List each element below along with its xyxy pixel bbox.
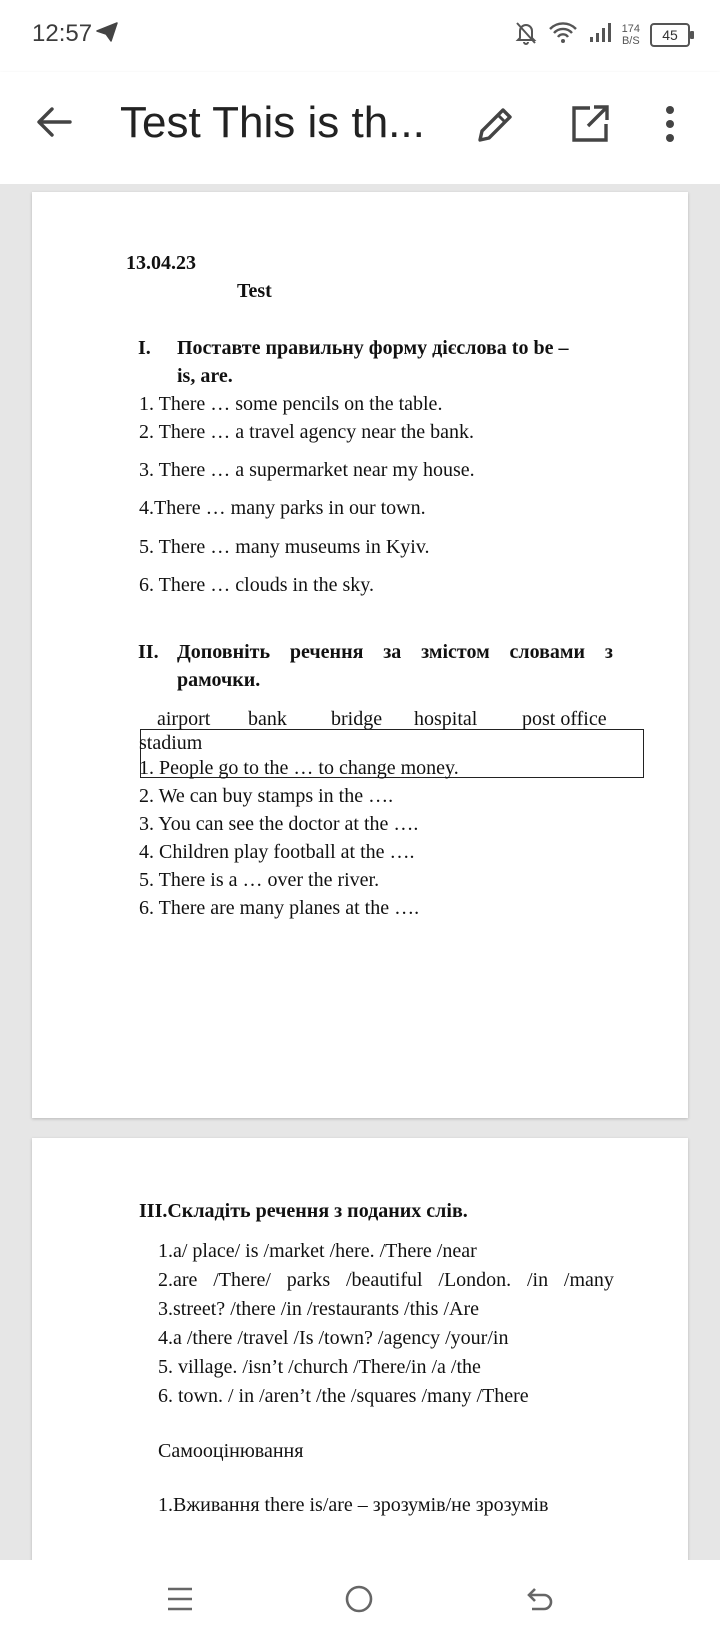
box-word: bridge bbox=[331, 708, 383, 730]
mute-notifications-icon bbox=[514, 20, 538, 51]
section2-item: 6. There are many planes at the …. bbox=[139, 897, 420, 919]
more-options-icon[interactable] bbox=[664, 104, 676, 149]
telegram-icon bbox=[96, 22, 118, 47]
section2-item: 2. We can buy stamps in the …. bbox=[139, 785, 394, 807]
section1-item: 4.There … many parks in our town. bbox=[139, 497, 426, 519]
battery-indicator: 45 bbox=[650, 23, 690, 47]
heading-word: за bbox=[383, 641, 402, 663]
section1-heading-line2: is, are. bbox=[177, 365, 233, 387]
section3-item: 3.street? /there /in /restaurants /this /Are bbox=[158, 1298, 480, 1320]
heading-word: з bbox=[604, 641, 613, 663]
box-word: airport bbox=[157, 708, 211, 730]
box-word: hospital bbox=[414, 708, 478, 730]
signal-icon bbox=[588, 22, 612, 49]
section1-item: 3. There … a supermarket near my house. bbox=[139, 459, 475, 481]
section2-item: 1. People go to the … to change money. bbox=[139, 757, 459, 779]
section3-item: 4.a /there /travel /Is /town? /agency /your/in bbox=[158, 1327, 509, 1349]
network-speed: 174 B/S bbox=[621, 23, 640, 47]
app-bar bbox=[0, 72, 720, 184]
section1-item: 6. There … clouds in the sky. bbox=[139, 574, 374, 596]
section3-item: 6. town. / in /aren’t /the /squares /many /There bbox=[158, 1385, 529, 1407]
heading-word: словами bbox=[509, 641, 586, 663]
section1-heading-line1: Поставте правильну форму дієслова to be – bbox=[177, 337, 569, 359]
box-word: stadium bbox=[139, 732, 203, 754]
open-external-icon[interactable] bbox=[570, 104, 610, 149]
home-icon[interactable] bbox=[344, 1584, 374, 1619]
heading-word: Доповніть bbox=[177, 641, 271, 663]
doc-title: Test bbox=[237, 280, 272, 302]
section3-item: 1.a/ place/ is /market /here. /There /near bbox=[158, 1240, 477, 1262]
document-title: Test This is th... bbox=[120, 98, 425, 147]
status-bar bbox=[0, 0, 720, 72]
wifi-icon bbox=[548, 21, 578, 50]
section3-heading: ІІІ.Складіть речення з поданих слів. bbox=[139, 1200, 468, 1222]
heading-word: речення bbox=[289, 641, 364, 663]
doc-date: 13.04.23 bbox=[126, 252, 196, 274]
recent-apps-icon[interactable] bbox=[166, 1586, 194, 1617]
section1-item: 5. There … many museums in Kyiv. bbox=[139, 536, 430, 558]
item-word: /in bbox=[526, 1269, 549, 1291]
back-arrow-icon[interactable] bbox=[36, 106, 72, 143]
item-word: /There/ bbox=[213, 1269, 271, 1291]
section1-number: I. bbox=[138, 337, 151, 359]
section3-item: 5. village. /isn’t /church /There/in /a /the bbox=[158, 1356, 481, 1378]
section2-item: 4. Children play football at the …. bbox=[139, 841, 415, 863]
section2-item: 5. There is a … over the river. bbox=[139, 869, 380, 891]
heading-word: змістом bbox=[421, 641, 490, 663]
system-nav-bar bbox=[0, 1560, 720, 1640]
item-word: /beautiful bbox=[345, 1269, 423, 1291]
item-word: /many bbox=[563, 1269, 614, 1291]
status-time: 12:57 bbox=[32, 20, 93, 47]
document-page-1 bbox=[32, 192, 688, 1118]
document-viewer[interactable] bbox=[0, 184, 720, 1560]
self-assessment-heading: Самооцінювання bbox=[158, 1440, 304, 1462]
status-icons bbox=[514, 18, 690, 52]
assessment-line: 1.Вживання there is/are – зрозумів/не зрозумів bbox=[158, 1494, 549, 1516]
box-word: post office bbox=[522, 708, 607, 730]
section1-item: 2. There … a travel agency near the bank. bbox=[139, 421, 475, 443]
item-word: parks bbox=[286, 1269, 331, 1291]
section2-item: 3. You can see the doctor at the …. bbox=[139, 813, 419, 835]
edit-pencil-icon[interactable] bbox=[474, 104, 516, 151]
section3-item-justified bbox=[158, 1269, 614, 1292]
section1-item: 1. There … some pencils on the table. bbox=[139, 393, 443, 415]
document-page-2 bbox=[32, 1138, 688, 1560]
box-word: bank bbox=[248, 708, 287, 730]
section2-number: II. bbox=[138, 641, 159, 663]
item-word: 2.are bbox=[158, 1269, 198, 1291]
section2-heading-line1 bbox=[177, 641, 613, 664]
section2-heading-line2: рамочки. bbox=[177, 669, 261, 691]
item-word: /London. bbox=[438, 1269, 512, 1291]
back-nav-icon[interactable] bbox=[526, 1586, 554, 1617]
